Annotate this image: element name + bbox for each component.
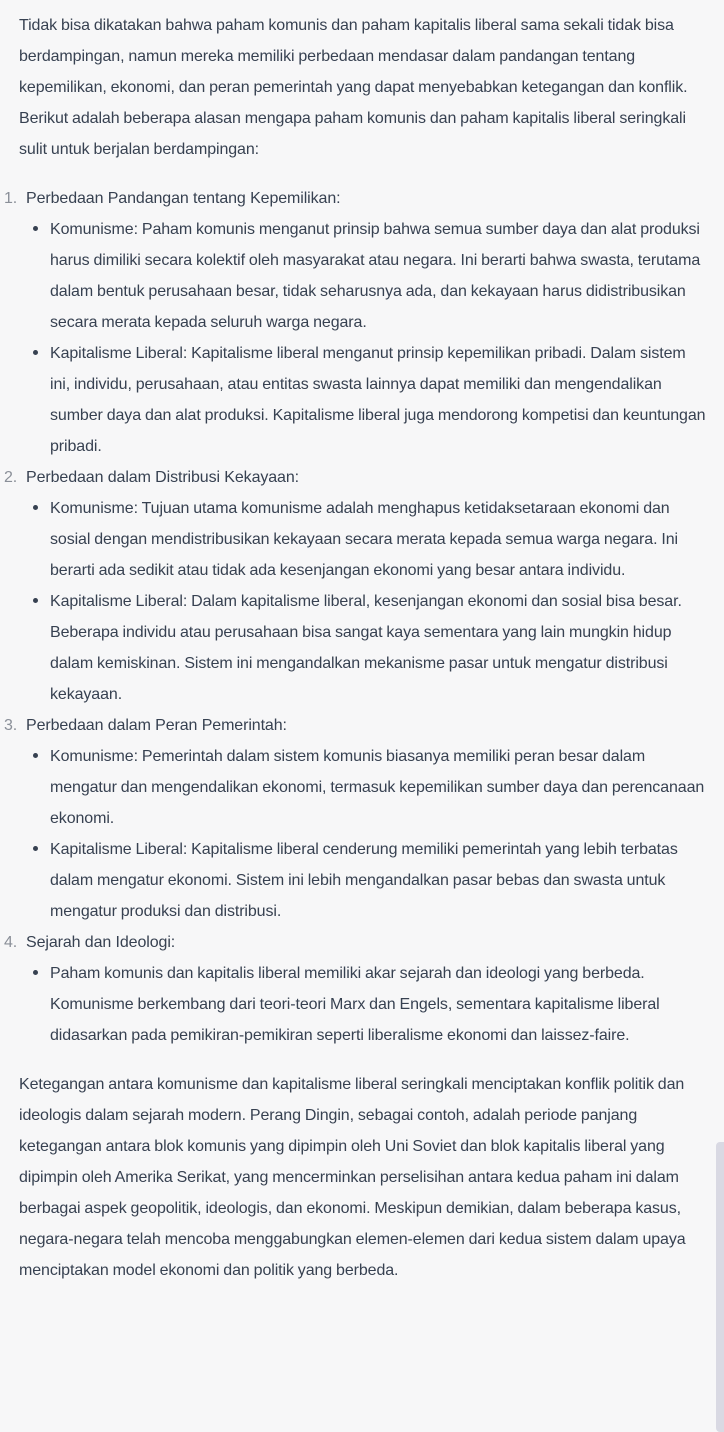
sub-list-item-text: Komunisme: Paham komunis menganut prinsip bahwa semua sumber daya dan alat produksi harus dimiliki secara kolektif oleh masyarakat atau negara. Ini berarti bahwa swasta, terutama dalam bentuk perusahaan besar, tidak seharusnya ada, dan kekayaan harus didistribusikan secara merata kepada seluruh warga negara. [50,221,701,331]
bullet-icon [33,505,38,510]
list-item [0,183,724,462]
list-item [0,462,724,710]
closing-paragraph: Ketegangan antara komunisme dan kapitalisme liberal seringkali menciptakan konflik politik dan ideologis dalam sejarah modern. Perang Dingin, sebagai contoh, adalah periode panjang ketegangan antara blok komunis yang dipimpin oleh Uni Soviet dan blok kapitalis liberal yang dipimpin oleh Amerika Serikat, yang mencerminkan perselisihan antara kedua paham ini dalam berbagai aspek geopolitik, ideologis, dan ekonomi. Meskipun demikian, dalam beberapa kasus, negara-negara telah mencoba menggabungkan elemen-elemen dari kedua sistem dalam upaya menciptakan model ekonomi dan politik yang berbeda. [19,1076,686,1279]
sub-list-item-text: Kapitalisme Liberal: Kapitalisme liberal menganut prinsip kepemilikan pribadi. Dalam sistem ini, individu, perusahaan, atau entitas swasta lainnya dapat memiliki dan mengendalikan sumber daya dan alat produksi. Kapitalisme liberal juga mendorong kompetisi dan keuntungan pribadi. [50,345,706,455]
bullet-icon [33,753,38,758]
list-item-title: Sejarah dan Ideologi: [26,934,176,951]
bullet-icon [33,350,38,355]
bullet-icon [33,598,38,603]
list-number: 1. [4,190,18,207]
sub-list-item [26,214,724,338]
intro-paragraph: Tidak bisa dikatakan bahwa paham komunis dan paham kapitalis liberal sama sekali tidak bisa berdampingan, namun mereka memiliki perbedaan mendasar dalam pandangan tentang kepemilikan, ekonomi, dan peran pemerintah yang dapat menyebabkan ketegangan dan konflik. Berikut adalah beberapa alasan mengapa paham komunis dan paham kapitalis liberal seringkali sulit untuk berjalan berdampingan: [19,17,688,158]
bullet-icon [33,970,38,975]
list-item-title: Perbedaan dalam Peran Pemerintah: [26,717,287,734]
sub-list-item-text: Komunisme: Pemerintah dalam sistem komunis biasanya memiliki peran besar dalam mengatur dan mengendalikan ekonomi, termasuk kepemilikan sumber daya dan perencanaan ekonomi. [50,748,705,827]
list-item [0,927,724,1051]
reasons-list [0,183,724,1051]
chat-message [0,10,724,1286]
bullet-icon [33,846,38,851]
sub-list [26,741,724,927]
sub-list-item [26,338,724,462]
list-item-title: Perbedaan Pandangan tentang Kepemilikan: [26,190,341,207]
sub-list-item-text: Kapitalisme Liberal: Kapitalisme liberal cenderung memiliki pemerintah yang lebih terbatas dalam mengatur ekonomi. Sistem ini lebih mengandalkan pasar bebas dan swasta untuk mengatur produksi dan distribusi. [50,841,678,920]
sub-list-item [26,586,724,710]
sub-list-item-text: Kapitalisme Liberal: Dalam kapitalisme liberal, kesenjangan ekonomi dan sosial bisa besar. Beberapa individu atau perusahaan bisa sangat kaya sementara yang lain mungkin hidup dalam kemiskinan. Sistem ini mengandalkan mekanisme pasar untuk mengatur distribusi kekayaan. [50,593,682,703]
sub-list [26,493,724,710]
list-item [0,710,724,927]
list-number: 3. [4,717,18,734]
sub-list-item [26,493,724,586]
scrollbar-thumb[interactable] [716,1142,724,1432]
bullet-icon [33,226,38,231]
sub-list-item-text: Paham komunis dan kapitalis liberal memiliki akar sejarah dan ideologi yang berbeda. Komunisme berkembang dari teori-teori Marx dan Engels, sementara kapitalisme liberal didasarkan pada pemikiran-pemikiran seperti liberalisme ekonomi dan laissez-faire. [50,965,660,1044]
sub-list-item [26,741,724,834]
sub-list [26,958,724,1051]
sub-list [26,214,724,462]
sub-list-item [26,834,724,927]
list-item-title: Perbedaan dalam Distribusi Kekayaan: [26,469,300,486]
sub-list-item-text: Komunisme: Tujuan utama komunisme adalah menghapus ketidaksetaraan ekonomi dan sosial dengan mendistribusikan kekayaan secara merata kepada semua warga negara. Ini berarti ada sedikit atau tidak ada kesenjangan ekonomi yang besar antara individu. [50,500,678,579]
sub-list-item [26,958,724,1051]
list-number: 2. [4,469,18,486]
list-number: 4. [4,934,18,951]
